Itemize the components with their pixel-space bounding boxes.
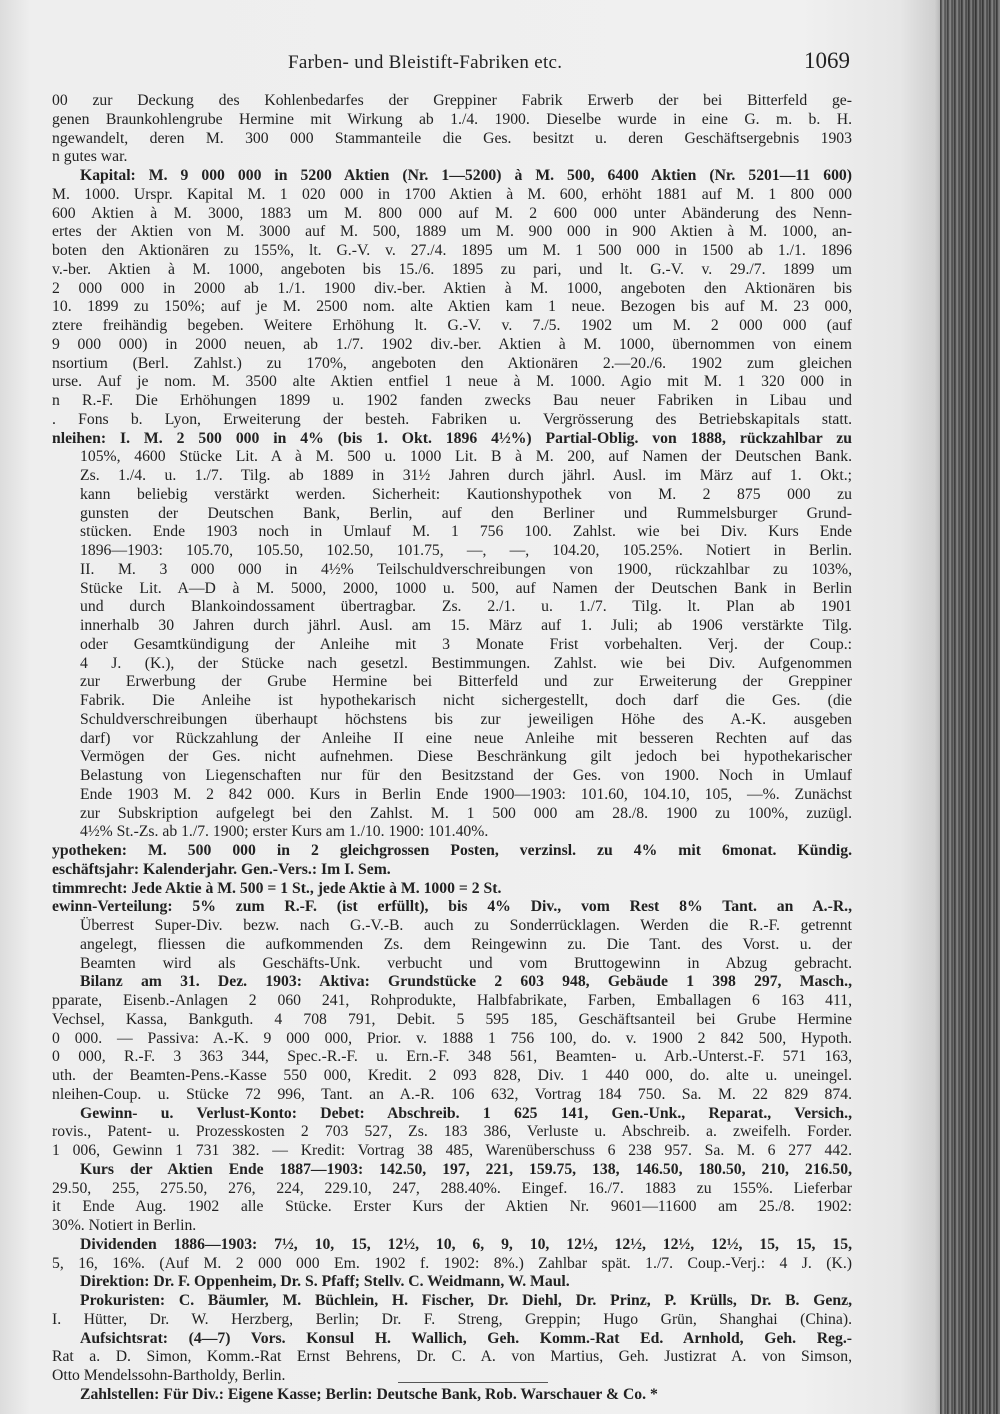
text-line: urse. Auf je nom. M. 3500 alte Aktien entfiel 1 neue à M. 1000. Agio mit M. 1 320 000 in — [52, 373, 852, 391]
text-line: ngewandelt, deren M. 300 000 Stammanteile die Ges. besitzt u. deren Geschäftsergebnis 1903 — [52, 129, 852, 147]
text-line: Fabrik. Die Anleihe ist hypothekarisch nicht sichergestellt, doch darf die Ges. (die — [80, 692, 852, 709]
page-header — [60, 48, 850, 78]
text-line: boten den Aktionären zu 155%, lt. G.-V. v. 27./4. 1895 um M. 1 500 000 in 1500 ab 1./1. 1896 — [52, 242, 852, 259]
text-line: Überrest Super-Div. bezw. nach G.-V.-B. auch zu Sonderrücklagen. Werden die R.-F. getrennt — [80, 917, 852, 934]
text-line: Kurs der Aktien Ende 1887—1903: 142.50, 197, 221, 159.75, 138, 146.50, 180.50, 210, 216.50, — [80, 1160, 852, 1178]
text-line: 4 J. (K.), der Stücke nach gesetzl. Bestimmungen. Zahlst. wie bei Div. Aufgenommen — [80, 654, 852, 672]
text-line: 30%. Notiert in Berlin. — [52, 1217, 197, 1234]
text-line: ertes der Aktien von M. 3000 auf M. 500, 1889 um M. 900 000 in 900 Aktien à M. 1000, an- — [52, 223, 852, 241]
body-text — [52, 92, 852, 1405]
text-line: timmrecht: Jede Aktie à M. 500 = 1 St., jede Aktie à M. 1000 = 2 St. — [52, 879, 502, 897]
text-line: ypotheken: M. 500 000 in 2 gleichgrossen Posten, verzinsl. zu 4% mit 6monat. Kündig. — [52, 842, 852, 859]
text-line: uth. der Beamten-Pens.-Kasse 550 000, Kredit. 2 093 828, Div. 1 440 000, do. alte u. uneingel. — [52, 1067, 852, 1084]
text-line: it Ende Aug. 1902 alle Stücke. Erster Kurs der Aktien Nr. 9601—11600 am 25./8. 1902: — [52, 1198, 852, 1216]
text-line: 0 000. — Passiva: A.-K. 9 000 000, Prior. v. 1888 1 756 100, do. v. 1900 2 842 500, Hypoth. — [52, 1029, 852, 1047]
text-line: 00 zur Deckung des Kohlenbedarfes der Greppiner Fabrik Erwerb der bei Bitterfeld ge- — [52, 92, 852, 109]
text-line: Ende 1903 M. 2 842 000. Kurs in Berlin Ende 1900—1903: 101.60, 104.10, 105, —%. Zunächst — [80, 785, 852, 803]
text-line: innerhalb 30 Jahren durch jährl. Ausl. am 15. März auf 1. Juli; ab 1906 verstärkte Tilg. — [80, 617, 852, 634]
text-line: 29.50, 255, 275.50, 276, 224, 229.10, 247, 288.40%. Eingef. 16./7. 1883 zu 155%. Lieferbar — [52, 1179, 852, 1197]
text-line: ewinn-Verteilung: 5% zum R.-F. (ist erfüllt), bis 4% Div., vom Rest 8% Tant. an A.-R., — [52, 898, 852, 916]
text-line: M. 1000. Urspr. Kapital M. 1 020 000 in 1700 Aktien à M. 600, erhöht 1881 auf M. 1 800 000 — [52, 185, 852, 203]
text-line: oder Gesamtkündigung der Anleihe mit 3 Monate Frist vorbehalten. Verj. der Coup.: — [80, 635, 852, 653]
text-line: rovis., Patent- u. Prozesskosten 2 703 527, Zs. 183 386, Verluste u. Abschreib. a. zweifelh. Forder. — [52, 1123, 852, 1141]
book-spine-edge — [940, 0, 1000, 1414]
text-line: 1 006, Gewinn 1 731 382. — Kredit: Vortrag 38 485, Warenüberschuss 6 238 957. Sa. M. 6 277 442. — [52, 1142, 852, 1159]
text-line: stücken. Ende 1903 noch in Umlauf M. 1 756 100. Zahlst. wie bei Div. Kurs Ende — [80, 523, 852, 541]
text-line: 10. 1899 zu 150%; auf je M. 2500 nom. alte Aktien kam 1 neue. Bezogen bis auf M. 23 000, — [52, 298, 852, 316]
text-line: und durch Blankoindossament übertragbar. Zs. 2./1. u. 1./7. Tilg. lt. Plan ab 1901 — [80, 598, 852, 616]
text-line: 105%, 4600 Stücke Lit. A à M. 500 u. 1000 Lit. B à M. 200, auf Namen der Deutschen Bank. — [80, 448, 852, 466]
text-line: II. M. 3 000 000 in 4½% Teilschuldverschreibungen von 1900, rückzahlbar zu 103%, — [80, 560, 852, 578]
text-line: Belastung von Liegenschaften nur für den Besitzstand der Ges. von 1900. Noch in Umlauf — [80, 767, 852, 784]
text-line: Dividenden 1886—1903: 7½, 10, 15, 12½, 10, 6, 9, 10, 12½, 12½, 12½, 12½, 15, 15, 15, — [80, 1235, 852, 1253]
text-line: Rat a. D. Simon, Komm.-Rat Ernst Behrens, Dr. C. A. von Martius, Geh. Justizrat A. von Simson, — [52, 1348, 852, 1366]
text-line: Beamten wird als Geschäfts-Unk. verbucht und vom Bruttogewinn in Abzug gebracht. — [80, 954, 852, 972]
text-line: 9 000 000) in 2000 neuen, ab 1./7. 1902 div.-ber. Aktien à M. 1000, übernommen von einem — [52, 335, 852, 353]
text-line: I. Hütter, Dr. W. Herzberg, Berlin; Dr. F. Streng, Greppin; Hugo Grün, Shanghai (China). — [52, 1310, 852, 1328]
text-line: pparate, Eisenb.-Anlagen 2 060 241, Rohprodukte, Halbfabrikate, Farben, Emballagen 6 163 411, — [52, 992, 852, 1009]
text-line: 0 000, R.-F. 3 363 344, Spec.-R.-F. u. Ern.-F. 348 561, Beamten- u. Arb.-Unterst.-F. 571 163, — [52, 1048, 852, 1066]
text-line: Schuldverschreibungen überhaupt höchstens bis zur jeweiligen Höhe des A.-K. ausgeben — [80, 710, 852, 728]
text-line: Kapital: M. 9 000 000 in 5200 Aktien (Nr. 1—5200) à M. 500, 6400 Aktien (Nr. 5201—11 600) — [80, 167, 852, 184]
text-line: Gewinn- u. Verlust-Konto: Debet: Abschreib. 1 625 141, Gen.-Unk., Reparat., Versich., — [80, 1104, 852, 1122]
text-line: Bilanz am 31. Dez. 1903: Aktiva: Grundstücke 2 603 948, Gebäude 1 398 297, Masch., — [80, 973, 852, 991]
page-number: 1069 — [804, 48, 850, 73]
text-line: 5, 16, 16%. (Auf M. 2 000 000 Em. 1902 f. 1902: 8%.) Zahlbar spät. 1./7. Coup.-Verj.: 4 J. (K.) — [52, 1254, 852, 1272]
text-line: n gutes war. — [52, 148, 128, 166]
text-line: nleihen: I. M. 2 500 000 in 4% (bis 1. Okt. 1896 4½%) Partial-Oblig. von 1888, rückzahlbar zu — [52, 429, 852, 447]
text-line: v.-ber. Aktien à M. 1000, angeboten bis 15./6. 1895 zu pari, und lt. G.-V. v. 29./7. 1899 um — [52, 260, 852, 278]
text-line: . Fons b. Lyon, Erweiterung der besteh. Fabriken u. Vergrösserung des Betriebskapitals statt. — [52, 410, 852, 428]
text-line: gunsten der Deutschen Bank, Berlin, auf den Berliner und Rummelsburger Grund- — [80, 504, 852, 522]
text-line: Vechsel, Kassa, Bankguth. 4 708 791, Debit. 5 595 185, Geschäftsanteil bei Grube Hermine — [52, 1010, 852, 1028]
text-line: zur Erwerbung der Grube Hermine bei Bitterfeld und zur Erweiterung der Greppiner — [80, 673, 852, 691]
text-line: Stücke Lit. A—D à M. 5000, 2000, 1000 u. 500, auf Namen der Deutschen Bank in Berlin — [80, 579, 852, 597]
text-line: Direktion: Dr. F. Oppenheim, Dr. S. Pfaff; Stellv. C. Weidmann, W. Maul. — [80, 1273, 570, 1291]
text-line: angelegt, fliessen die aufkommenden Zs. dem Reingewinn zu. Die Tant. des Vorst. u. der — [80, 935, 852, 953]
text-line: 600 Aktien à M. 3000, 1883 um M. 800 000 auf M. 2 600 000 unter Abänderung des Nenn- — [52, 204, 852, 222]
text-line: n R.-F. Die Erhöhungen 1899 u. 1902 fanden zwecks Bau neuer Fabriken in Libau und — [52, 392, 852, 409]
text-line: Vermögen der Ges. nicht aufnehmen. Diese Beschränkung gilt jedoch bei hypothekarischer — [80, 748, 852, 766]
text-line: eschäftsjahr: Kalenderjahr. Gen.-Vers.: Im I. Sem. — [52, 860, 391, 878]
text-line: Zs. 1./4. u. 1./7. Tilg. ab 1889 in 31½ Jahren durch jährl. Ausl. im März auf 1. Okt.; — [80, 467, 852, 484]
text-line: darf) vor Rückzahlung der Anleihe II eine neue Anleihe mit besseren Rechten auf das — [80, 729, 852, 747]
text-line: nleihen-Coup. u. Stücke 72 996, Tant. an A.-R. 106 632, Vortrag 184 750. Sa. M. 22 829 874. — [52, 1085, 852, 1103]
text-line: 2 000 000 in 2000 ab 1./1. 1900 div.-ber. Aktien à M. 1000, angeboten den Aktionären bis — [52, 279, 852, 297]
text-line: Aufsichtsrat: (4—7) Vors. Konsul H. Wallich, Geh. Komm.-Rat Ed. Arnhold, Geh. Reg.- — [80, 1329, 852, 1347]
running-title: Farben- und Bleistift-Fabriken etc. — [288, 52, 563, 73]
text-line: Prokuristen: C. Bäumler, M. Büchlein, H. Fischer, Dr. Diehl, Dr. Prinz, P. Krülls, Dr. B. Genz, — [80, 1292, 852, 1309]
text-line: kann beliebig verstärkt werden. Sicherheit: Kautionshypothek von M. 2 875 000 zu — [80, 485, 852, 503]
footer-rule — [398, 1382, 548, 1383]
text-line: zur Subskription aufgelegt bei den Zahlst. M. 1 500 000 am 28./8. 1900 zu 100%, zuzügl. — [80, 804, 852, 822]
text-line: ztere freihändig begeben. Weitere Erhöhung lt. G.-V. v. 7./5. 1902 um M. 2 000 000 (auf — [52, 317, 852, 334]
text-line: Otto Mendelssohn-Bartholdy, Berlin. — [52, 1367, 286, 1384]
text-line: nsortium (Berl. Zahlst.) zu 170%, angeboten den Aktionären 2.—20./6. 1902 zum gleichen — [52, 354, 852, 372]
text-line: 4½% St.-Zs. ab 1./7. 1900; erster Kurs am 1./10. 1900: 101.40%. — [80, 823, 489, 841]
text-line: genen Braunkohlengrube Hermine mit Wirkung ab 1./4. 1900. Dieselbe wurde in eine G. m. b. H. — [52, 110, 852, 128]
text-line: 1896—1903: 105.70, 105.50, 102.50, 101.75, —, —, 104.20, 105.25%. Notiert in Berlin. — [80, 542, 852, 559]
text-line: Zahlstellen: Für Div.: Eigene Kasse; Berlin: Deutsche Bank, Rob. Warschauer & Co. * — [80, 1385, 658, 1403]
